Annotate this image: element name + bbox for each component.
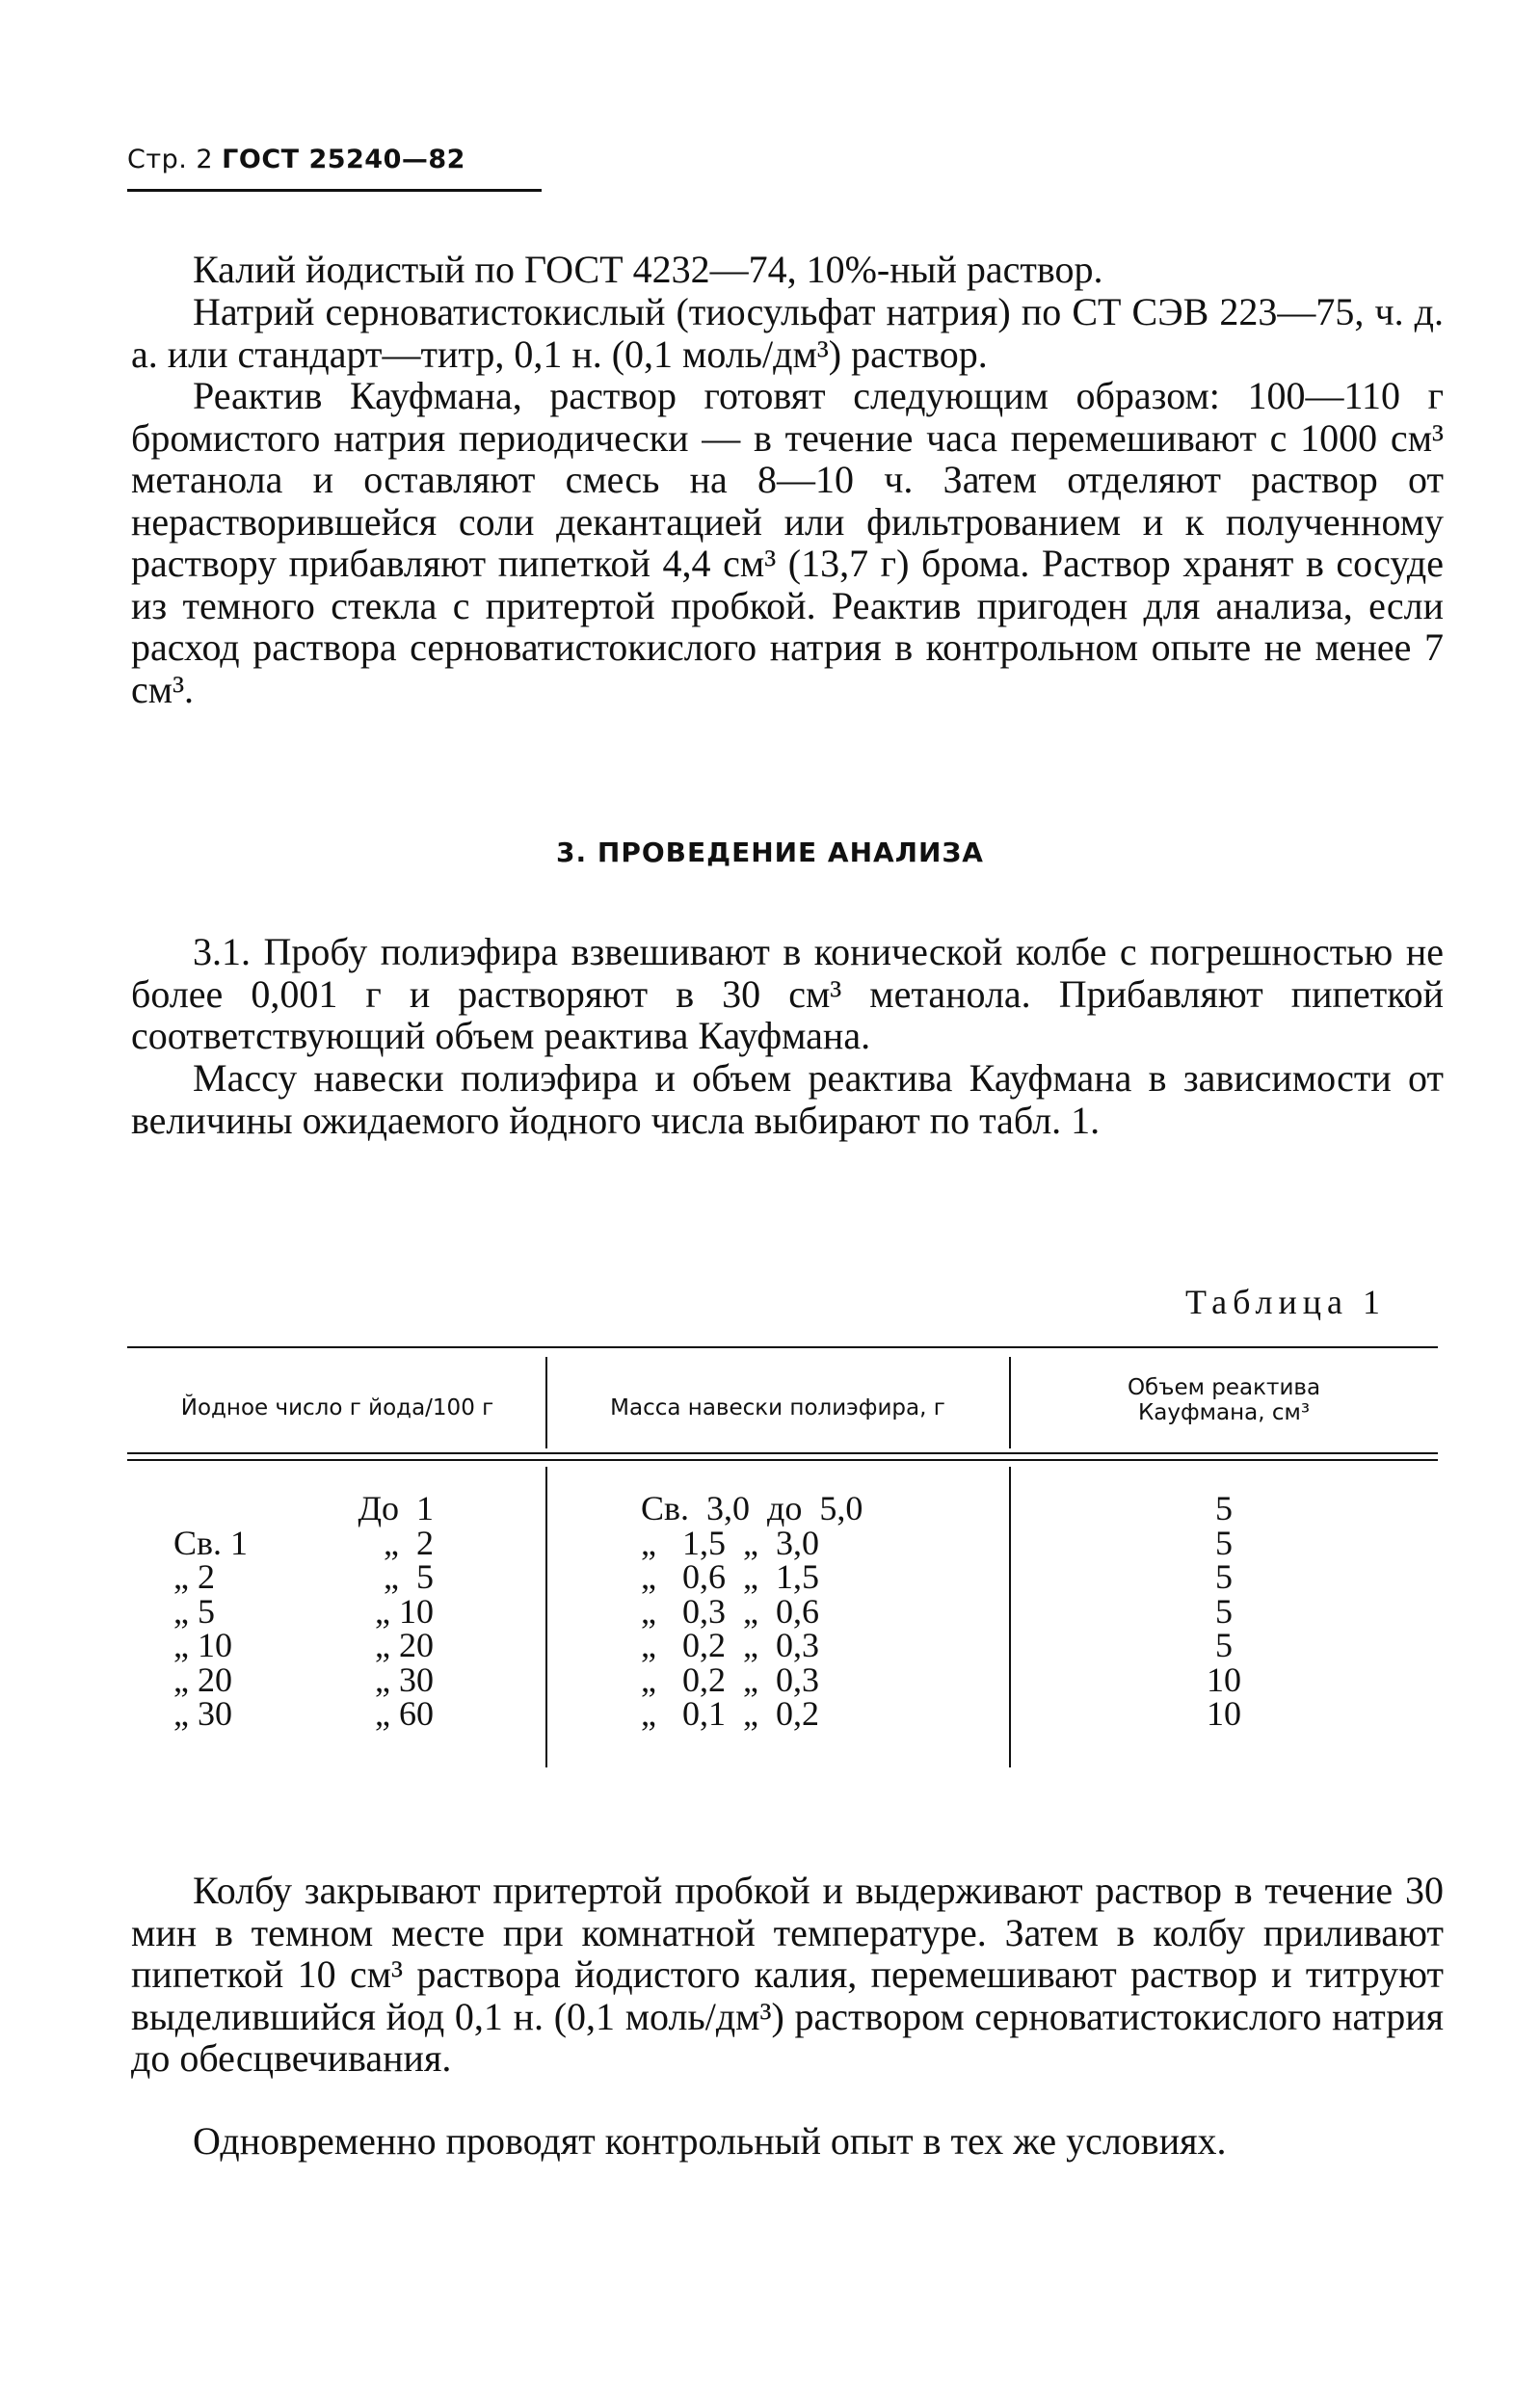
table-top-rule	[127, 1346, 1438, 1348]
table-col-sample-mass: Св. 3,0 до 5,0 „ 1,5 „ 3,0 „ 0,6 „ 1,5 „ 0,3 „ 0,6 „ 0,2 „ 0,3 „ 0,2 „ 0,3 „ 0,1 „ 0,2	[641, 1489, 863, 1733]
table-col-iodine-from: Св. 1 „ 2 „ 5 „ 10 „ 20 „ 30	[173, 1523, 249, 1733]
standard-number: ГОСТ 25240—82	[222, 145, 465, 174]
paragraph-flask-procedure: Колбу закрывают притертой пробкой и выдерживают раствор в течение 30 мин в темном месте при комнатной температуре. Затем в колбу приливают пипеткой 10 см³ раствора йодистого калия, перемешивают раствор и титруют выделившийся йод 0,1 н. (0,1 моль/дм³) раствором серноватистокислого натрия до обесцвечивания.	[131, 1869, 1444, 2080]
paragraph-kaufmann-reagent: Реактив Кауфмана, раствор готовят следующим образом: 100—110 г бромистого натрия периодически — в течение часа перемешивают с 1000 см³ метанола и оставляют смесь на 8—10 ч. Затем отделяют раствор от нерастворившейся соли декантацией или фильтрованием и к полученному раствору прибавляют пипеткой 4,4 см³ (13,7 г) брома. Раствор хранят в сосуде из темного стекла с притертой пробкой. Реактив пригоден для анализа, если расход раствора серноватистокислого натрия в контрольном опыте не менее 7 см³.	[131, 374, 1444, 711]
paragraph-sodium-thiosulfate: Натрий серноватистокислый (тиосульфат натрия) по СТ СЭВ 223—75, ч. д. а. или стандарт—титр, 0,1 н. (0,1 моль/дм³) раствор.	[131, 290, 1444, 376]
paragraph-3-1: 3.1. Пробу полиэфира взвешивают в конической колбе с погрешностью не более 0,001 г и растворяют в 30 см³ метанола. Прибавляют пипеткой соответствующий объем реактива Кауфмана.	[131, 930, 1444, 1057]
table-divider-1-header	[545, 1357, 547, 1448]
table-divider-2-header	[1009, 1357, 1011, 1448]
page-header	[127, 145, 465, 174]
table-divider-2-body	[1009, 1467, 1011, 1767]
paragraph-sample-mass: Массу навески полиэфира и объем реактива Кауфмана в зависимости от величины ожидаемого йодного числа выбирают по табл. 1.	[131, 1056, 1444, 1142]
header-rule	[127, 189, 542, 192]
table-header-rule-2	[127, 1459, 1438, 1461]
paragraph-control-test: Одновременно проводят контрольный опыт в тех же условиях.	[193, 2119, 1227, 2163]
page-number: Стр. 2	[127, 145, 214, 174]
table-divider-1-body	[545, 1467, 547, 1767]
table-header-sample-mass: Масса навески полиэфира, г	[610, 1395, 945, 1421]
table-col-iodine-to: До 1 „ 2 „ 5 „ 10 „ 20 „ 30 „ 60	[358, 1489, 434, 1733]
table-caption: Таблица 1	[1185, 1283, 1386, 1321]
paragraph-potassium-iodide: Калий йодистый по ГОСТ 4232—74, 10%-ный раствор.	[193, 248, 1103, 291]
table-col-reagent-volume: 5 5 5 5 5 10 10	[1207, 1489, 1241, 1733]
table-header-rule-1	[127, 1452, 1438, 1454]
table-header-reagent-volume: Объем реактива Кауфмана, см³	[1127, 1375, 1321, 1425]
section-title: 3. ПРОВЕДЕНИЕ АНАЛИЗА	[556, 836, 984, 868]
table-header-iodine-number: Йодное число г йода/100 г	[180, 1395, 494, 1421]
